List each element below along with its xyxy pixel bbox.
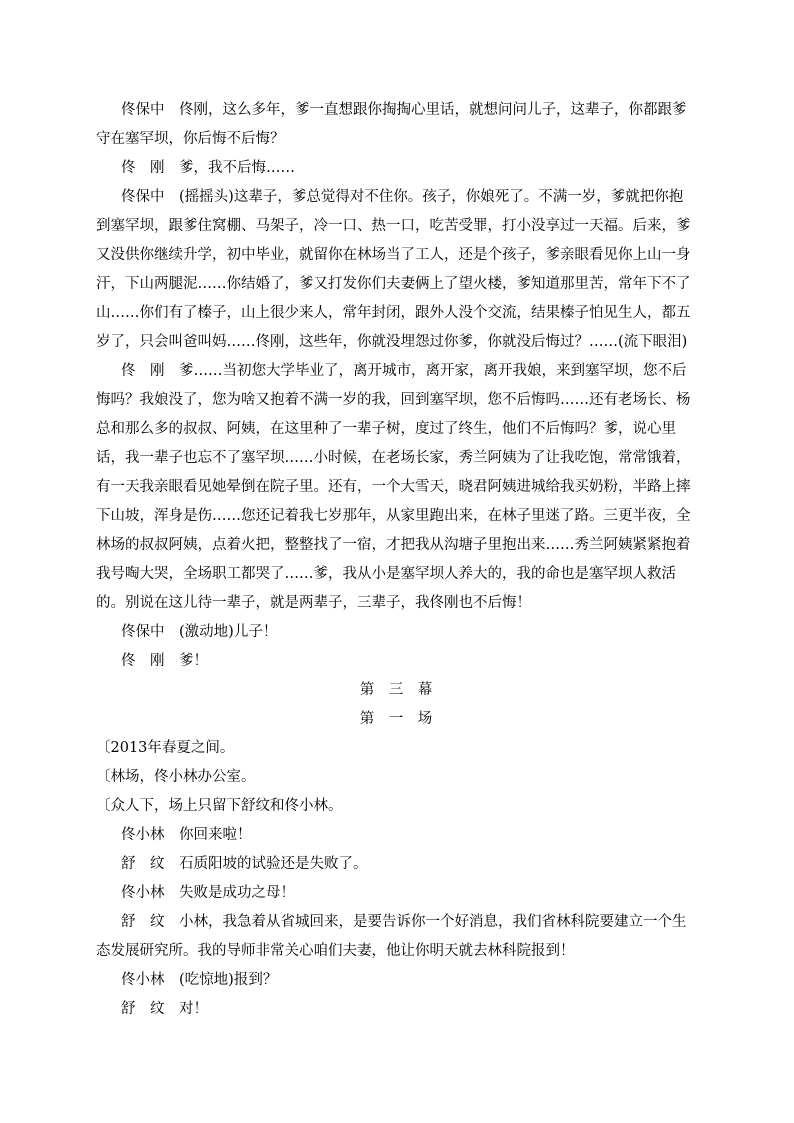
dialogue-line: 佟小林 失败是成功之母！ xyxy=(121,885,295,901)
dialogue-line: 佟 刚 爹，我不后悔…… xyxy=(121,160,295,176)
stage-direction: 〔2013年春夏之间。 xyxy=(96,740,235,756)
dialogue-line: 佟 刚 爹！ xyxy=(121,653,208,669)
stage-direction: 〔林场，佟小林办公室。 xyxy=(96,769,256,785)
dialogue-line: 佟保中 (摇摇头)这辈子，爹总觉得对不住你。孩子，你娘死了。不满一岁，爹就把你抱到塞罕坝，跟爹住窝棚、马架子，冷一口、热一口，吃苦受罪，打小没享过一天福。后来，爹又没供你继续升学，初中毕业，就留你在林场当了工人，还是个孩子，爹亲眼看见你上山一身汗，下山两腿泥……你结婚了，爹又打发你们夫妻俩上了望火楼，爹知道那里苦，常年下不了山……你们有了榛子，山上很少来人，常年封闭，跟外人没个交流，结果榛子怕见生人，都五岁了，只会叫爸叫妈……佟刚，这些年，你就没埋怨过你爹，你就没后悔过？……(流下眼泪) xyxy=(96,189,691,350)
dialogue-line: 舒 纹 小林，我急着从省城回来，是要告诉你一个好消息，我们省林科院要建立一个生态发展研究所。我的导师非常关心咱们夫妻，他让你明天就去林科院报到！ xyxy=(96,914,687,959)
dialogue-section-2 xyxy=(96,821,696,1024)
stage-directions xyxy=(96,734,696,821)
dialogue-section-1 xyxy=(96,96,696,676)
dialogue-line: 佟小林 你回来啦！ xyxy=(121,827,252,843)
dialogue-line: 舒 纹 对！ xyxy=(121,1001,208,1017)
dialogue-line: 佟保中 佟刚，这么多年，爹一直想跟你掏掏心里话，就想问问儿子，这辈子，你都跟爹守在塞罕坝，你后悔不后悔？ xyxy=(96,102,687,147)
script-page xyxy=(96,96,696,1024)
dialogue-line: 佟保中 (激动地)儿子！ xyxy=(121,624,278,640)
dialogue-line: 佟 刚 爹……当初您大学毕业了，离开城市，离开家，离开我娘，来到塞罕坝，您不后悔吗？我娘没了，您为啥又抱着不满一岁的我，回到塞罕坝，您不后悔吗……还有老场长、杨总和那么多的叔叔、阿姨，在这里种了一辈子树，度过了终生，他们不后悔吗？爹，说心里话，我一辈子也忘不了塞罕坝……小时候，在老场长家，秀兰阿姨为了让我吃饱，常常饿着，有一天我亲眼看见她晕倒在院子里。还有，一个大雪天，晓君阿姨进城给我买奶粉，半路上摔下山坡，浑身是伤……您还记着我七岁那年，从家里跑出来，在林子里迷了路。三更半夜，全林场的叔叔阿姨，点着火把，整整找了一宿，才把我从沟塘子里抱出来……秀兰阿姨紧紧抱着我号啕大哭，全场职工都哭了……爹，我从小是塞罕坝人养大的，我的命也是塞罕坝人救活的。别说在这儿待一辈子，就是两辈子，三辈子，我佟刚也不后悔！ xyxy=(96,363,691,611)
stage-direction: 〔众人下，场上只留下舒纹和佟小林。 xyxy=(96,798,343,814)
act-heading: 第 三 幕 xyxy=(359,682,433,698)
dialogue-line: 舒 纹 石质阳坡的试验还是失败了。 xyxy=(121,856,368,872)
scene-heading: 第 一 场 xyxy=(359,711,433,727)
dialogue-line: 佟小林 (吃惊地)报到？ xyxy=(121,972,278,988)
